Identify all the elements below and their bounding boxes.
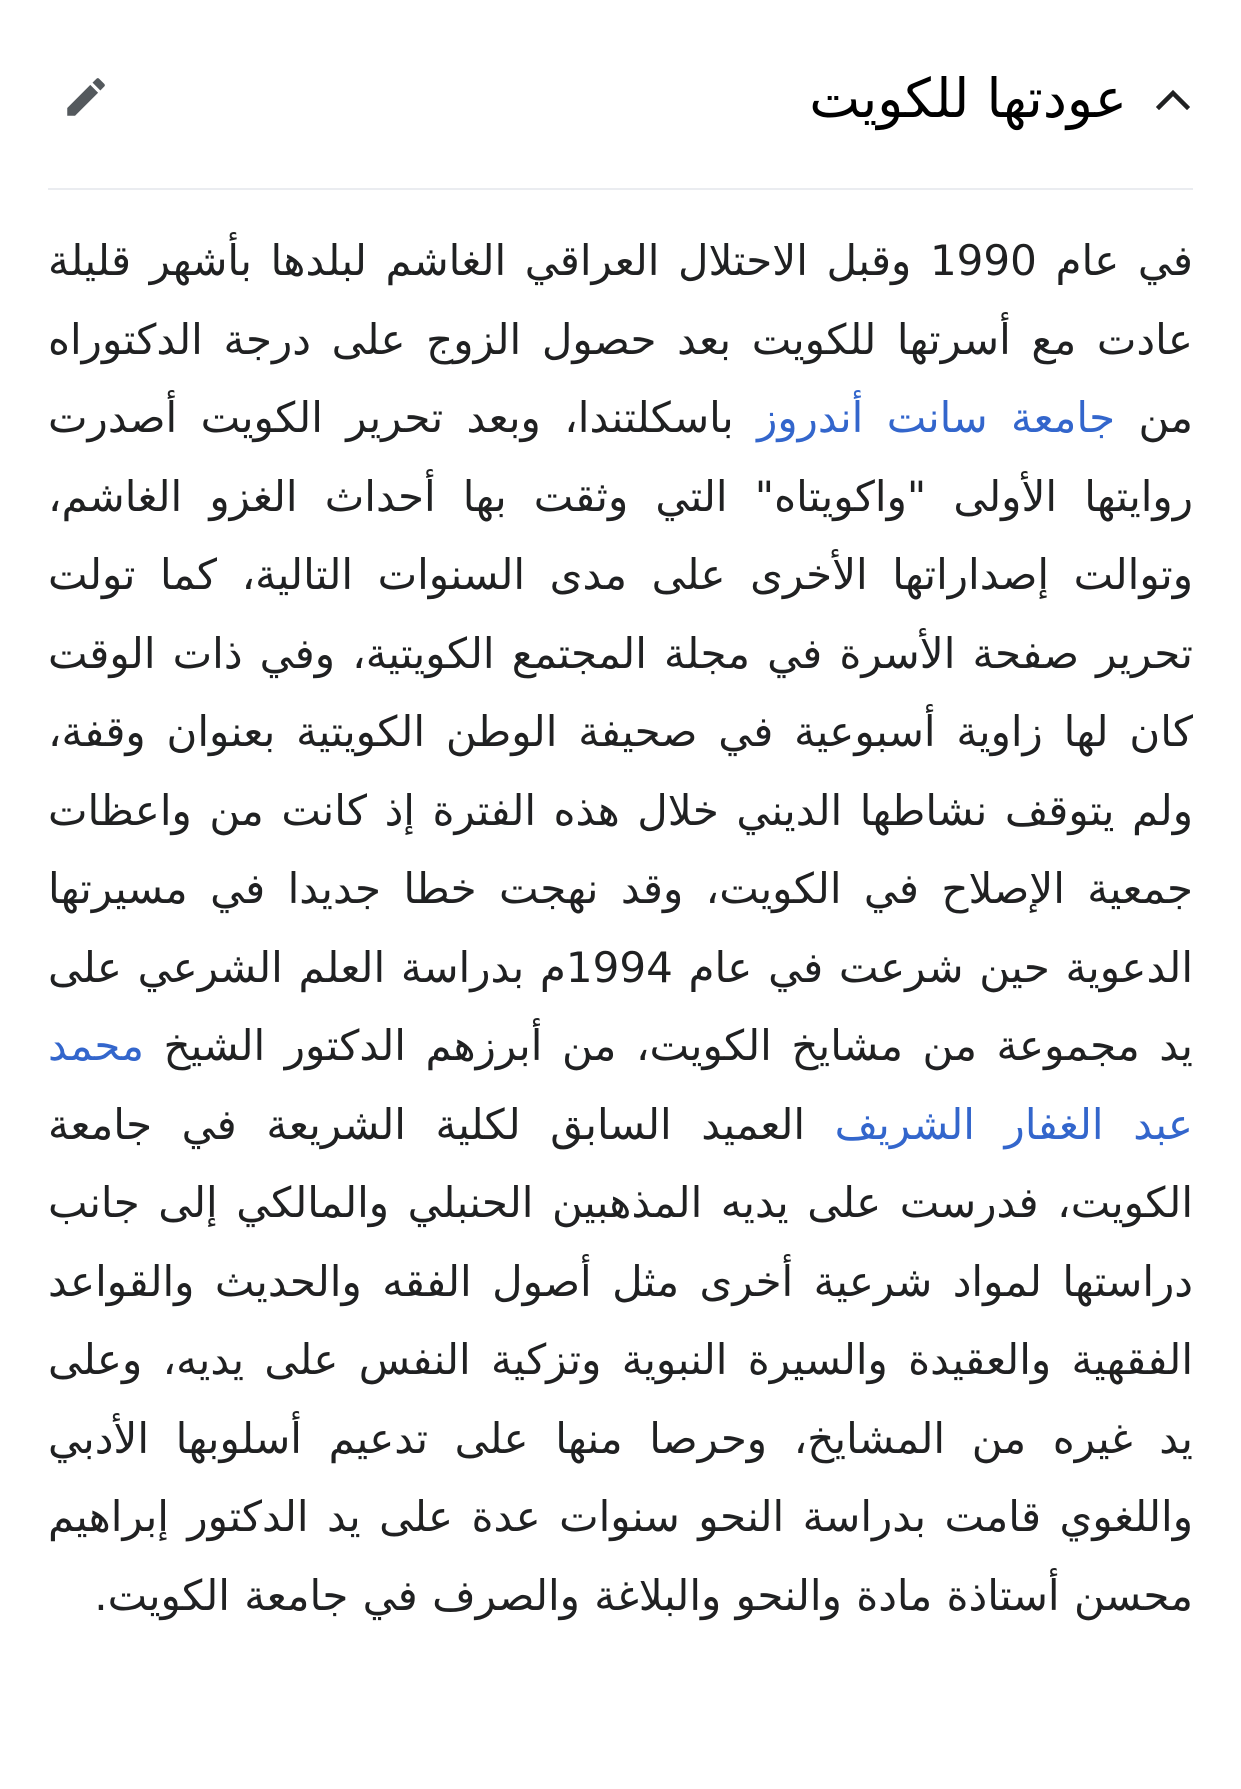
paragraph-text-3: العميد السابق لكلية الشريعة في جامعة الكويت، فدرست على يديه المذهبين الحنبلي والمالكي إلى جانب دراستها لمواد شرعية أخرى مثل أصول الفقه والحديث والقواعد الفقهية والعقيدة والسيرة النبوية وتزكية النفس على يديه، وعلى يد غيره من المشايخ، وحرصا منها على تدعيم أسلوبها الأدبي واللغوي قامت بدراسة النحو سنوات عدة على يد الدكتور إبراهيم محسن أستاذة مادة والنحو والبلاغة والصرف في جامعة الكويت. — [48, 1099, 1193, 1620]
section-heading-group[interactable] — [809, 67, 1193, 132]
section-title: عودتها للكويت — [809, 66, 1127, 130]
link-mohammed-abdulghaffar-alsharif[interactable]: محمد عبد الغفار الشريف — [48, 1021, 1193, 1149]
pencil-icon — [61, 72, 111, 126]
chevron-up-icon[interactable] — [1153, 79, 1193, 119]
edit-section-button[interactable] — [54, 67, 118, 131]
link-st-andrews-university[interactable]: جامعة سانت أندروز — [757, 393, 1116, 442]
paragraph-text-2: باسكلتندا، وبعد تحرير الكويت أصدرت روايتها الأولى "واكويتاه" التي وثقت بها أحداث الغزو الغاشم، وتوالت إصداراتها الأخرى على مدى السنوات التالية، كما تولت تحرير صفحة الأسرة في مجلة المجتمع الكويتية، وفي ذات الوقت كان لها زاوية أسبوعية في صحيفة الوطن الكويتية بعنوان وقفة، ولم يتوقف نشاطها الديني خلال هذه الفترة إذ كانت من واعظات جمعية الإصلاح في الكويت، وقد نهجت خطا جديدا في مسيرتها الدعوية حين شرعت في عام 1994م بدراسة العلم الشرعي على يد مجموعة من مشايخ الكويت، من أبرزهم الدكتور الشيخ — [48, 393, 1193, 1070]
paragraph-text-1: في عام 1990 وقبل الاحتلال العراقي الغاشم لبلدها بأشهر قليلة عادت مع أسرتها للكويت بعد حصول الزوج على درجة الدكتوراه من — [48, 236, 1193, 442]
section-body-paragraph — [48, 190, 1193, 1635]
section-header[interactable] — [48, 0, 1193, 190]
